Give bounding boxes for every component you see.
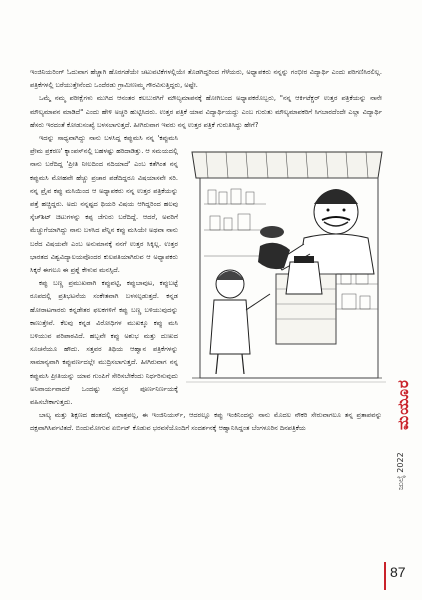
paragraph: ಕಪ್ಪು ಬಣ್ಣ ಪ್ರಮುಖವಾಗಿ ಕಪ್ಪುಪಟ್ಟಿ, ಕಪ್ಪುಬಾವುಟ, ಕಪ್ಪುಬಟ್ಟೆ ರೂಪದಲ್ಲಿ ಪ್ರತಿಭಟನೆಯ ಸಂಕೇತವಾಗಿ ಬಳಸಲ್ಪಡುತ್ತದೆ. ಕನ್ನಡ ಹೋರಾಟಗಾರರು ಕನ್ನಡೇತರ ಫಲಕಗಳಿಗೆ ಕಪ್ಪು ಬಣ್ಣ ಬಳಿಯುವುದನ್ನು ಕಾಣುತ್ತೇವೆ. ಕೆಲವು ಕನ್ನಡ ವಿರೋಧಿಗಳ ಮುಖಕ್ಕೂ ಕಪ್ಪು ಮಸಿ ಬಳಿಯುವ ಪರಿಪಾಠವಿದೆ. ಹಬ್ಬವೇ ಕಪ್ಪು ಅಶುಭ ಮತ್ತು ದುಃಖದ ಸೂಚನೆಯೂ ಹೌದು. ಸತ್ತವರ ತಿಥಿಯ ಆಹ್ವಾನ ಪತ್ರಿಕೆಗಳನ್ನು ಸಾಮಾನ್ಯವಾಗಿ ಕಪ್ಪುವರ್ಣದಲ್ಲೇ ಮುದ್ರಿಸಲಾಗುತ್ತದೆ. ಹೀಗಿರುವಾಗ ನನ್ನ ಕಪ್ಪುಮಸಿ ಪ್ರೀತಿಯನ್ನು ಯಾವ ಗುಂಪಿಗೆ ಸೇರಿಸಬೇಕೆಂದು ನಿರ್ಧರಿಸುವುದು ಅನಿವಾರ್ಯವಾದರೆ ಒಂದಷ್ಟು ಸದಸ್ಯರ ಪೂರ್ಣನಿರ್ಣಯಕ್ಕೆ ವಹಿಸಬೇಕಾಗುತ್ತದು.: [30, 279, 178, 407]
paragraph: ಒಮ್ಮೆ ನಮ್ಮ ಪರೀಕ್ಷೆಗಳು ಮುಗಿದ ಆನಂತರ ಕಲಬುರಗಿಗೆ ಮೌಲ್ಯಮಾಪನಕ್ಕೆ ಹೋಗಿಬಂದ ಅಧ್ಯಾಪಕರೊಬ್ಬರು, "ನನ್ನ ಆರ್ಕಿಟೆಕ್ಚರ್ ಉತ್ತರ ಪತ್ರಿಕೆಯನ್ನು ನಾನೇ ಮೌಲ್ಯಮಾಪನ ಮಾಡಿದೆ" ಎಂದು ಹೇಳಿ ಅಚ್ಚರಿ ಹುಟ್ಟಿಸಿದರು. ಉತ್ತರ ಪತ್ರಿಕೆ ಯಾವ ವಿದ್ಯಾರ್ಥಿಯದ್ದು ಎಂಬ ಗುರುತು ಮೌಲ್ಯಮಾಪಕರಿಗೆ ಸಿಗಬಾರದೆಂದೇ ಎಲ್ಲಾ ವಿದ್ಯಾರ್ಥಿ ಹೆಸರು ಇರದಂತೆ ಕೋಡುಸಂಖ್ಯೆ ಬಳಸಲಾಗುತ್ತದೆ. ಹೀಗಿರುವಾಗ ಇವರು ನನ್ನ ಉತ್ತರ ಪತ್ರಿಕೆ ಗುರುತಿಸಿದ್ದು ಹೇಗೆ?: [30, 94, 382, 129]
magazine-brand: ಮಯೂರ: [394, 379, 412, 431]
pen-shop-illustration-icon: [186, 134, 386, 384]
issue-date: ಜುಲೈ 2022: [396, 452, 405, 490]
page-number: 87: [390, 564, 406, 580]
side-label: [394, 372, 416, 502]
paragraph: ಬಾಲ್ಯ ಮತ್ತು ಶಿಕ್ಷಣದ ಹಂತದಲ್ಲಿ ಮಾತ್ರವಲ್ಲ, ಈ ಇಂಜಿನಿಯರ್ಸ್, ಆದರಲ್ಲೂ ಕಪ್ಪು ಇಂಕಿನಿಂದನ್ನು ನಾನು ಮೊದಲ ನೌಕರಿ ಸೇರುವಾಗಲೂ ತನ್ನ ಪ್ರತಾಪವನ್ನು ದಕ್ಷವಾಗಿಸಿರ್ಪಟಿತದೆ. ಬಿಂದುಮೋಗುವ ಏರ್ಬಿಟ್ ಕೊಡುವ ಭರವಸೆಯೊಂದಿಗೆ ಸಂದರ್ಶನಕ್ಕೆ ಆಹ್ವಾನಿಸಿದ್ದಂತ ಬೆಂಗಳೂರಿನ ದಿನಪತ್ರಿಕೆಯ: [30, 411, 382, 433]
article-body: [30, 66, 382, 436]
page-footer: [384, 562, 414, 590]
illustration: [186, 134, 386, 384]
paragraph: ಇದನ್ನು ಸಾಧ್ಯವಾಗಿದ್ದು ನಾನು ಬಳಸಿದ್ದ ಕಪ್ಪುಮಸಿ ನನ್ನ 'ಕಪ್ಪುಮಸಿ ಪ್ರೇಮ ಪ್ರಕರಣ' ಕ್ಯಾಂಪಸ್‌ನಲ್ಲಿ ಬಹಳಷ್ಟು ಹರಿದಾಡಿತ್ತು. ಆ ಸಮಯದಲ್ಲಿ ನಾನು ಬರೆದಿದ್ದ 'ಪ್ರೀತಿ ನೀಲದಿಂದ ನದಿಯಾದೆ' ಎಂಬ ಕತೆಗಿಂತ ನನ್ನ ಕಪ್ಪುಮಸಿ ಮೋಹವೇ ಹೆಚ್ಚು ಪ್ರಚಾರ ಪಡೆದಿದ್ದರೂ ವಿಷಯಾಸವೇ ಸರಿ. ನನ್ನ ಪ್ರೈವ ಕಪ್ಪು ಮಸಿಯಿಂದ ಆ ಅಧ್ಯಾಪಕರು ನನ್ನ ಉತ್ತರ ಪತ್ರಿಕೆಯನ್ನು ಪತ್ತೆ ಹಚ್ಚಿದ್ದರು. ಅದು ನನ್ನಷ್ಟದ ಥಿಯರಿ ವಿಷಯ ಆಗಿದ್ದರಿಂದ ಹಲವು ಸ್ಕೆಚ್‌ಶಿಟ್ ಚಿಟುಗಳನ್ನು ಕಪ್ಪ ಜೆಗುರು ಬರೆದಿದ್ದೆ. ಆದರೆ, ಅವರಿಗೆ ಮೆಚ್ಚುಗೆಯಾಗಿದ್ದು ನಾನು ಬಳಸಿದ ಪೆನ್ನಿನ ಕಪ್ಪು ಮಸಿಯೇ ಅಥವಾ ನಾನು ಬರೆದ ವಿಷಯವೇ ಎಂಬ ಅನುಮಾನಕ್ಕೆ ನನಗೆ ಉತ್ತರ ಸಿಕ್ಕಿಲ್ಲ. ಉತ್ತರ ಭಾರತದ ವಿಶ್ವವಿದ್ಯಾಲಯವೊಂದರ ಕುಲಪತಿಯಾಗಿರುವ ಆ ಅಧ್ಯಾಪಕರು ಸಿಕ್ಕರೆ ಈಗಲೂ ಈ ಪ್ರಶ್ನೆ ಕೇಳುವ ಮನಸ್ಸಿದೆ.: [30, 134, 178, 275]
accent-rule: [384, 562, 386, 590]
paragraph: ಇಂಜಿನಿಯರಿಂಗ್ ಓದುವಾಗ ಹೆಚ್ಚಾಗಿ ಹೊರಗಡೆಯೇ ಚಟುವಟಿಕೆಗಳಲ್ಲಿಯೇ ತೊಡಗಿದ್ದರಿಂದ ಗೆಳೆಯರು, ಅಧ್ಯಾಪಕರು ನನ್ನನ್ನು ಗಂಭೀರ ವಿದ್ಯಾರ್ಥಿ ಎಂದು ಪರಿಗಣಿಸಿರಲಿಲ್ಲ. ಪತ್ರಿಕೆಗಳಲ್ಲಿ ಬರೆಯುತ್ತೇನೆಂದು ಒಂದೆರಡು ಗ್ರಾಮೀಣಮ್ಮ ಗೌರವಿಸುತ್ತಿದ್ದರು, ಅಷ್ಟೇ.: [30, 68, 382, 90]
